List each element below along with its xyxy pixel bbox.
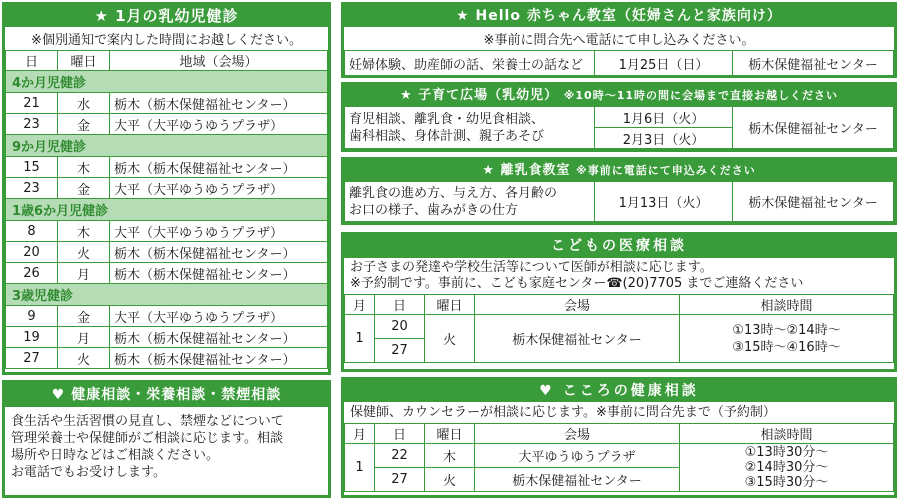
table-row	[6, 93, 328, 114]
mental-month: 1	[345, 444, 375, 492]
table-row	[6, 242, 328, 263]
medical-day-2: 27	[375, 339, 425, 363]
section-4month: 4か月児健診	[6, 71, 328, 93]
section-18month: 1歳6か月児健診	[6, 199, 328, 221]
time-line: ①13時～②14時～	[732, 322, 841, 338]
day-cell: 27	[6, 348, 58, 369]
mental-day: 22	[375, 444, 425, 468]
mental-health-title: ♥ こころの健康相談	[344, 380, 894, 402]
col-weekday: 曜日	[425, 424, 475, 444]
table-row	[6, 327, 328, 348]
text-line: 食生活や生活習慣の見直し、禁煙などについて	[11, 414, 284, 429]
time-line: ①13時30分～	[744, 445, 829, 460]
mental-venue: 栃木保健福祉センター	[475, 468, 680, 492]
health-consult-box	[2, 380, 331, 498]
time-line: ③15時30分～	[744, 475, 829, 490]
weekday-cell: 火	[58, 242, 110, 263]
hello-date: 1月25日（日）	[595, 51, 733, 77]
mental-weekday: 木	[425, 444, 475, 468]
venue-cell: 大平（大平ゆうゆうプラザ）	[110, 221, 328, 242]
weekday-cell: 月	[58, 263, 110, 284]
text-line: 歯科相談、身体計測、親子あそび	[349, 128, 545, 144]
mental-table	[344, 423, 894, 492]
col-weekday: 曜日	[425, 295, 475, 315]
col-day: 日	[375, 424, 425, 444]
venue-cell: 栃木（栃木保健福祉センター）	[110, 348, 328, 369]
medical-consult-title: こどもの医療相談	[344, 235, 894, 258]
text-line: ※予約制です。事前に、こども家庭センター☎(20)7705 までご連絡ください	[350, 276, 804, 291]
col-venue: 地域（会場）	[110, 51, 328, 71]
hello-baby-box	[341, 2, 897, 78]
mental-weekday: 火	[425, 468, 475, 492]
hello-baby-notice: ※事前に問合先へ電話にて申し込みください。	[483, 33, 755, 48]
weaning-venue: 栃木保健福祉センター	[733, 182, 894, 222]
weekday-cell: 火	[58, 348, 110, 369]
text-line: 育児相談、離乳食・幼児食相談、	[349, 111, 545, 127]
table-row	[6, 114, 328, 135]
kosodate-box	[341, 82, 897, 152]
venue-cell: 栃木（栃木保健福祉センター）	[110, 157, 328, 178]
mental-health-box	[341, 377, 897, 498]
infant-checkup-table	[5, 50, 328, 369]
table-row	[345, 444, 894, 468]
col-time: 相談時間	[680, 295, 894, 315]
mental-day: 27	[375, 468, 425, 492]
weaning-table	[344, 181, 894, 222]
weekday-cell: 金	[58, 114, 110, 135]
medical-weekday: 火	[425, 315, 475, 363]
day-cell: 26	[6, 263, 58, 284]
text-line: 管理栄養士や保健師がご相談に応じます。相談	[11, 431, 283, 446]
kosodate-table	[344, 106, 894, 149]
col-venue: 会場	[475, 424, 680, 444]
day-cell: 15	[6, 157, 58, 178]
kosodate-title: ★ 子育て広場（乳幼児）	[399, 88, 559, 103]
medical-consult-text	[344, 258, 894, 294]
text-line: お口の様子、歯みがきの仕方	[349, 202, 519, 218]
table-row	[6, 221, 328, 242]
infant-checkup-notice: ※個別通知で案内した時間にお越しください。	[31, 33, 302, 48]
mental-times	[680, 444, 894, 492]
time-line: ③15時～④16時～	[732, 339, 841, 355]
col-weekday: 曜日	[58, 51, 110, 71]
mental-health-text: 保健師、カウンセラーが相談に応じます。※事前に問合先まで（予約制）	[350, 405, 776, 420]
table-row	[6, 157, 328, 178]
weaning-date: 1月13日（火）	[595, 182, 733, 222]
kosodate-date-2: 2月3日（火）	[595, 128, 733, 149]
health-consult-title: ♥ 健康相談・栄養相談・禁煙相談	[5, 383, 328, 407]
medical-month: 1	[345, 315, 375, 363]
medical-day-1: 20	[375, 315, 425, 339]
text-line: お子さまの発達や学校生活等について医師が相談に応じます。	[350, 260, 713, 275]
col-month: 月	[345, 295, 375, 315]
day-cell: 21	[6, 93, 58, 114]
section-9month: 9か月児健診	[6, 135, 328, 157]
day-cell: 23	[6, 114, 58, 135]
venue-cell: 栃木（栃木保健福祉センター）	[110, 93, 328, 114]
day-cell: 23	[6, 178, 58, 199]
section-3year: 3歳児健診	[6, 284, 328, 306]
table-row	[6, 306, 328, 327]
table-row	[6, 178, 328, 199]
medical-venue: 栃木保健福祉センター	[475, 315, 680, 363]
col-day: 日	[6, 51, 58, 71]
weekday-cell: 木	[58, 221, 110, 242]
hello-baby-title: ★ Hello 赤ちゃん教室（妊婦さんと家族向け）	[344, 5, 894, 27]
table-row	[6, 263, 328, 284]
hello-baby-table	[344, 50, 894, 77]
time-line: ②14時30分～	[744, 460, 829, 475]
weekday-cell: 金	[58, 306, 110, 327]
medical-table	[344, 294, 894, 363]
col-time: 相談時間	[680, 424, 894, 444]
venue-cell: 栃木（栃木保健福祉センター）	[110, 263, 328, 284]
weekday-cell: 金	[58, 178, 110, 199]
weaning-title: ★ 離乳食教室	[482, 163, 571, 178]
col-venue: 会場	[475, 295, 680, 315]
venue-cell: 栃木（栃木保健福祉センター）	[110, 242, 328, 263]
table-row	[6, 348, 328, 369]
day-cell: 9	[6, 306, 58, 327]
venue-cell: 大平（大平ゆうゆうプラザ）	[110, 114, 328, 135]
health-consult-text	[5, 407, 328, 484]
kosodate-title-bar	[344, 85, 894, 106]
col-day: 日	[375, 295, 425, 315]
weekday-cell: 月	[58, 327, 110, 348]
medical-times	[680, 315, 894, 363]
weaning-content	[345, 182, 595, 222]
venue-cell: 大平（大平ゆうゆうプラザ）	[110, 178, 328, 199]
day-cell: 20	[6, 242, 58, 263]
kosodate-content	[345, 107, 595, 149]
col-month: 月	[345, 424, 375, 444]
kosodate-date-1: 1月6日（火）	[595, 107, 733, 128]
weaning-note: ※事前に電話にて申込みください	[576, 164, 756, 177]
infant-checkup-box	[2, 2, 331, 375]
weaning-class-box	[341, 157, 897, 225]
venue-cell: 大平（大平ゆうゆうプラザ）	[110, 306, 328, 327]
day-cell: 19	[6, 327, 58, 348]
text-line: 離乳食の進め方、与え方、各月齢の	[349, 185, 558, 201]
day-cell: 8	[6, 221, 58, 242]
weaning-title-bar	[344, 160, 894, 181]
venue-cell: 栃木（栃木保健福祉センター）	[110, 327, 328, 348]
kosodate-note: ※10時～11時の間に会場まで直接お越しください	[563, 89, 839, 102]
weekday-cell: 木	[58, 157, 110, 178]
text-line: お電話でもお受けします。	[11, 465, 166, 480]
mental-venue: 大平ゆうゆうプラザ	[475, 444, 680, 468]
weekday-cell: 水	[58, 93, 110, 114]
infant-checkup-title: ★ 1月の乳幼児健診	[5, 5, 328, 27]
medical-consult-box	[341, 232, 897, 372]
kosodate-venue: 栃木保健福祉センター	[733, 107, 894, 149]
hello-venue: 栃木保健福祉センター	[733, 51, 894, 77]
hello-content: 妊婦体験、助産師の話、栄養士の話など	[345, 51, 595, 77]
text-line: 場所や日時などはご相談ください。	[11, 448, 220, 463]
